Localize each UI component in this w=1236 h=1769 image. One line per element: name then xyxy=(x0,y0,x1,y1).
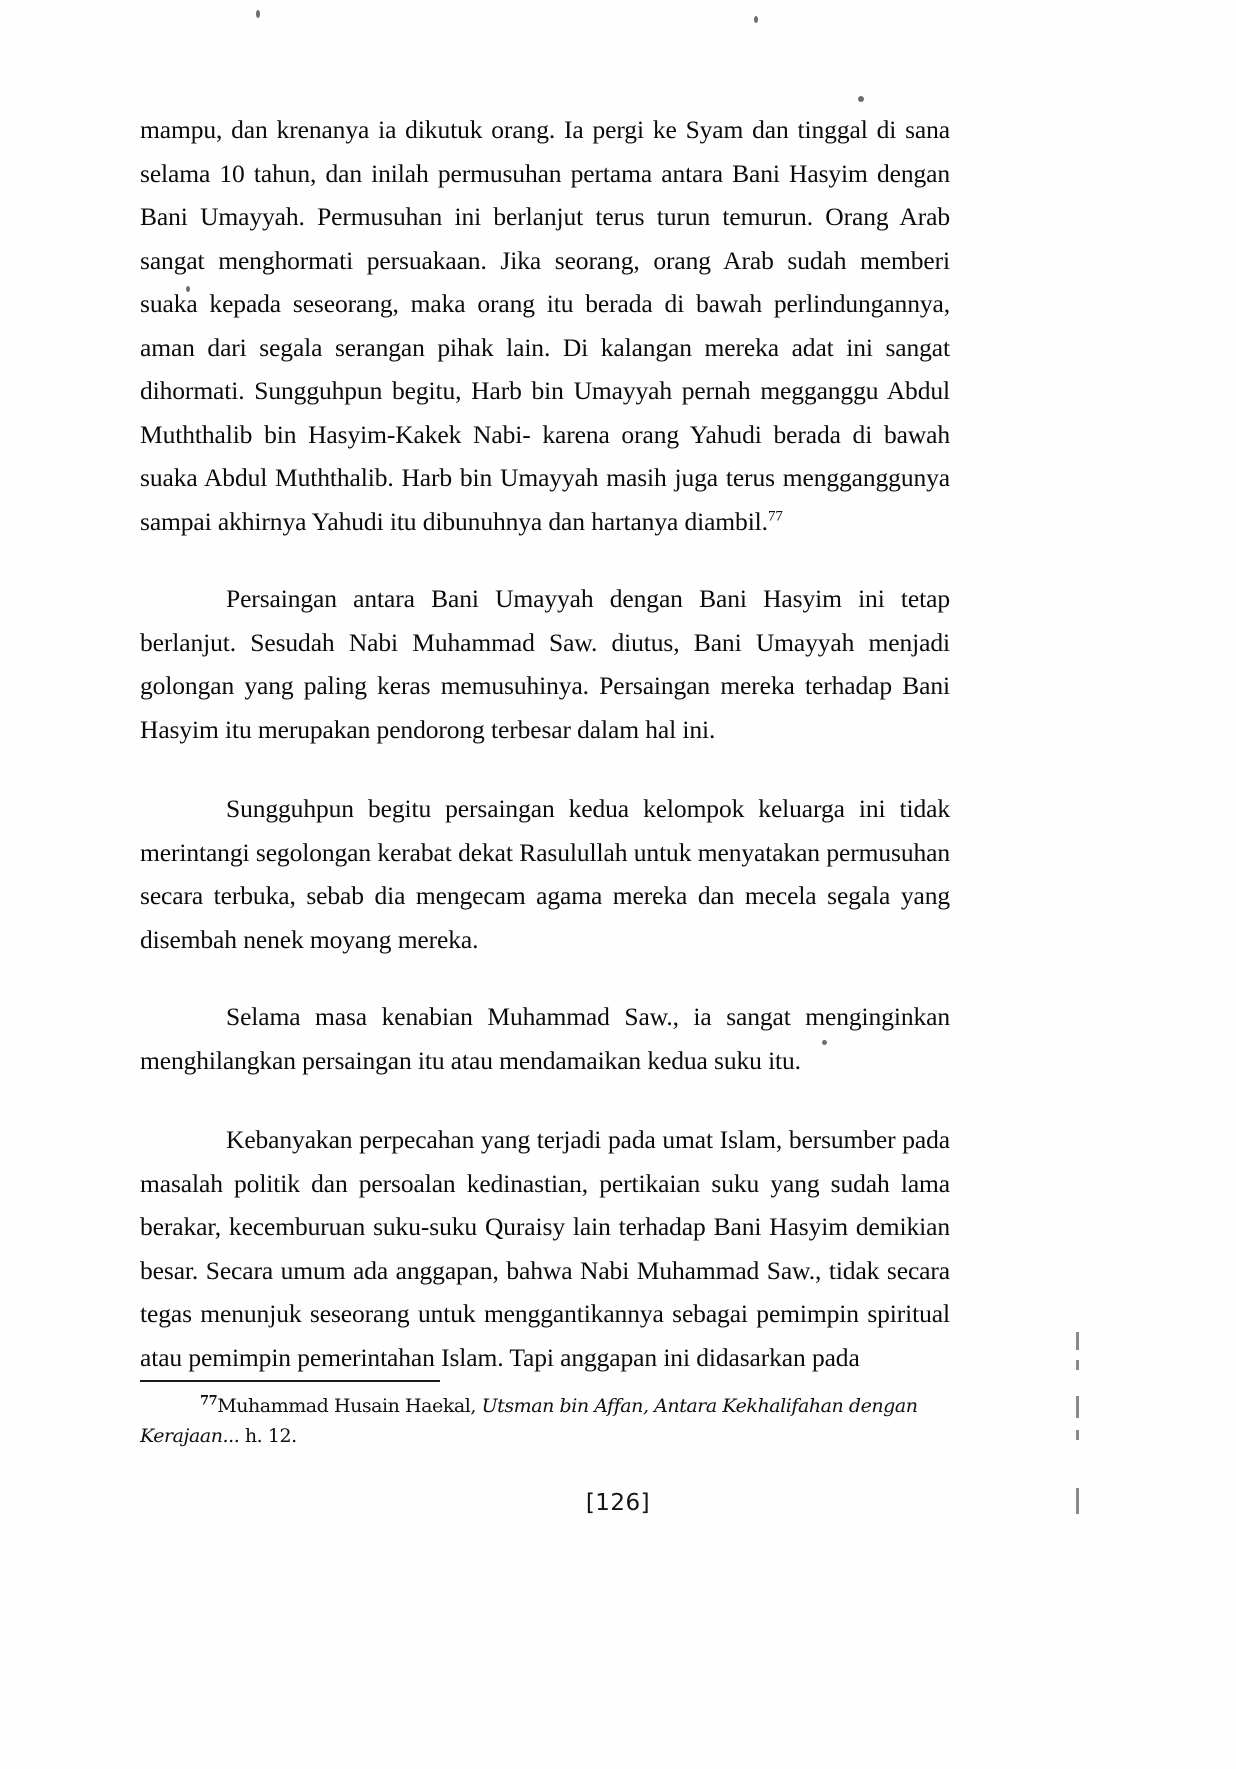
scan-speck xyxy=(858,96,864,102)
footnote-area xyxy=(140,1380,950,1451)
footnote-number: 77 xyxy=(200,1393,218,1409)
page-number: [126] xyxy=(585,1490,651,1516)
paragraph-1-text: mampu, dan krenanya ia dikutuk orang. Ia pergi ke Syam dan tinggal di sana selama 10 tahun, dan inilah permusuhan pertama antara Bani Hasyim dengan Bani Umayyah. Permusuhan ini berlanjut terus turun temurun. Orang Arab sangat menghormati persuakaan. Jika seorang, orang Arab sudah memberi suaka kepada seseorang, maka orang itu berada di bawah perlindungannya, aman dari segala serangan pihak lain. Di kalangan mereka adat ini sangat dihormati. Sungguhpun begitu, Harb bin Umayyah pernah megganggu Abdul Muththalib bin Hasyim-Kakek Nabi- karena orang Yahudi berada di bawah suaka Abdul Muththalib. Harb bin Umayyah masih juga terus mengganggunya sampai akhirnya Yahudi itu dibunuhnya dan hartanya diambil. xyxy=(140,115,950,536)
footnote-title: Utsman bin Affan, Antara Kekhalifahan dengan Kerajaan... xyxy=(140,1395,918,1447)
paragraph-3: Sungguhpun begitu persaingan kedua kelompok keluarga ini tidak merintangi segolongan kerabat dekat Rasulullah untuk menyatakan permusuhan secara terbuka, sebab dia mengecam agama mereka dan mecela segala yang disembah nenek moyang mereka. xyxy=(140,794,950,954)
paragraph-1 xyxy=(140,108,950,543)
paragraph-5: Kebanyakan perpecahan yang terjadi pada umat Islam, bersumber pada masalah politik dan persoalan kedinastian, pertikaian suku yang sudah lama berakar, kecemburuan suku-suku Quraisy lain terhadap Bani Hasyim demikian besar. Secara umum ada anggapan, bahwa Nabi Muhammad Saw., tidak secara tegas menunjuk seseorang untuk menggantikannya sebagai pemimpin spiritual atau pemimpin pemerintahan Islam. Tapi anggapan ini didasarkan pada xyxy=(140,1125,950,1372)
scan-edge-mark xyxy=(1076,1430,1079,1440)
scan-speck xyxy=(256,10,260,18)
scan-edge-mark xyxy=(1076,1360,1079,1370)
scan-edge-mark xyxy=(1076,1396,1079,1418)
scan-edge-mark xyxy=(1076,1332,1079,1350)
paragraph-4: Selama masa kenabian Muhammad Saw., ia sangat menginginkan menghilangkan persaingan itu atau mendamaikan kedua suku itu. xyxy=(140,1002,950,1075)
scan-speck xyxy=(754,16,758,23)
footnote-author: Muhammad Husain Haekal, xyxy=(217,1395,477,1417)
footnote-separator-rule xyxy=(140,1380,440,1382)
footnote-entry xyxy=(140,1391,950,1451)
paragraph-2: Persaingan antara Bani Umayyah dengan Bani Hasyim ini tetap berlanjut. Sesudah Nabi Muhammad Saw. diutus, Bani Umayyah menjadi golongan yang paling keras memusuhinya. Persaingan mereka terhadap Bani Hasyim itu merupakan pendorong terbesar dalam hal ini. xyxy=(140,584,950,744)
footnote-reference-marker[interactable]: 77 xyxy=(767,508,783,524)
page-body-text xyxy=(140,108,950,1379)
footnote-locator: h. 12. xyxy=(244,1425,297,1447)
